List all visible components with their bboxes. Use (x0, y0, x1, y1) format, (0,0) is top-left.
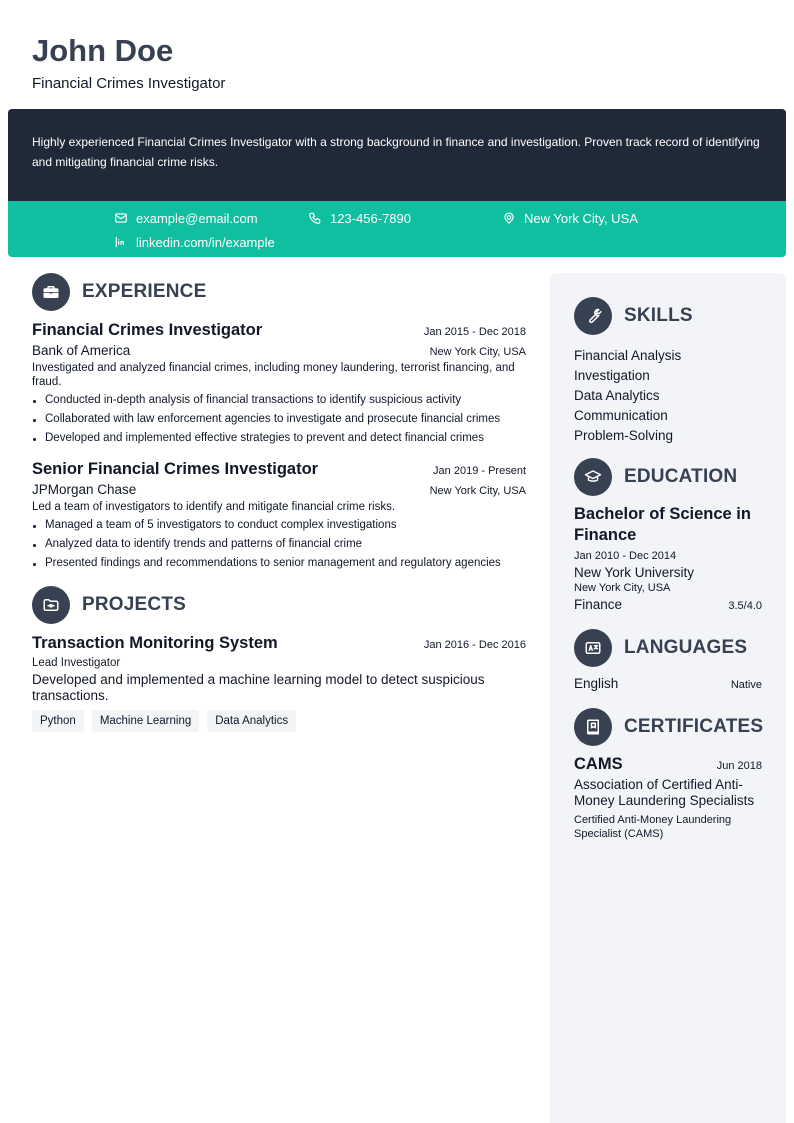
job-company: Bank of America (32, 343, 131, 358)
contact-location-text: New York City, USA (524, 210, 638, 226)
education-field: Finance (574, 597, 623, 612)
education-title: EDUCATION (624, 466, 738, 487)
job-bullets (32, 393, 526, 445)
job-entry (32, 460, 526, 570)
resume-header (0, 0, 794, 109)
summary-text: Highly experienced Financial Crimes Investigator with a strong background in finance and investigation. Proven track record of identifying and mitigating financial crime risks. (32, 135, 760, 169)
contact-phone[interactable] (308, 209, 411, 227)
job-bullet: Developed and implemented effective strategies to prevent and detect financial crimes (32, 431, 526, 445)
skill-item: Data Analytics (574, 388, 660, 403)
folder-icon (32, 586, 70, 624)
contact-band (8, 201, 786, 257)
wrench-icon (574, 297, 612, 335)
briefcase-icon (32, 273, 70, 311)
job-bullets (32, 518, 526, 570)
job-summary: Led a team of investigators to identify and mitigate financial crime risks. (32, 501, 396, 513)
linkedin-icon (114, 235, 128, 249)
candidate-name: John Doe (32, 33, 174, 68)
skill-item: Problem-Solving (574, 428, 674, 443)
contact-linkedin-text: linkedin.com/in/example (136, 234, 275, 250)
language-icon (574, 629, 612, 667)
job-title: Financial Crimes Investigator (32, 321, 263, 339)
education-degree: Bachelor of Science in Finance (574, 505, 751, 544)
contact-phone-text: 123-456-7890 (330, 210, 411, 226)
contact-linkedin[interactable] (114, 233, 275, 251)
certificate-name: CAMS (574, 755, 623, 773)
experience-heading (32, 273, 526, 311)
language-item (574, 676, 762, 691)
language-name: English (574, 676, 619, 691)
project-entry (32, 634, 526, 732)
job-bullet: Collaborated with law enforcement agencies to investigate and prosecute financial crimes (32, 412, 526, 426)
job-dates: Jan 2019 - Present (433, 465, 526, 477)
job-location: New York City, USA (429, 346, 526, 358)
contact-email[interactable] (114, 209, 258, 227)
education-dates: Jan 2010 - Dec 2014 (574, 550, 677, 562)
education-location: New York City, USA (574, 582, 671, 594)
project-role: Lead Investigator (32, 657, 121, 669)
project-tag: Data Analytics (207, 710, 296, 732)
language-level: Native (730, 679, 762, 691)
sidebar (550, 273, 786, 1123)
skill-item: Financial Analysis (574, 348, 682, 363)
job-location: New York City, USA (429, 485, 526, 497)
graduation-cap-icon (574, 458, 612, 496)
skills-heading (574, 297, 762, 335)
education-school: New York University (574, 565, 695, 580)
job-bullet: Presented findings and recommendations to senior management and regulatory agencies (32, 556, 526, 570)
contact-email-text: example@email.com (136, 210, 258, 226)
project-tag: Machine Learning (92, 710, 199, 732)
candidate-title: Financial Crimes Investigator (32, 75, 226, 92)
job-company: JPMorgan Chase (32, 482, 137, 497)
summary-band (8, 109, 786, 201)
certificates-heading (574, 708, 762, 746)
main-column (32, 273, 526, 732)
skills-list (574, 346, 762, 446)
education-heading (574, 458, 762, 496)
mail-icon (114, 211, 128, 225)
project-name: Transaction Monitoring System (32, 634, 278, 652)
project-tag: Python (32, 710, 84, 732)
certificate-icon (574, 708, 612, 746)
experience-title: EXPERIENCE (82, 281, 207, 302)
skills-title: SKILLS (624, 305, 693, 326)
project-description: Developed and implemented a machine learning model to detect suspicious transactions. (32, 672, 485, 703)
map-pin-icon (502, 211, 516, 225)
job-bullet: Conducted in-depth analysis of financial transactions to identify suspicious activity (32, 393, 526, 407)
certificate-issuer: Association of Certified Anti-Money Laundering Specialists (574, 777, 755, 808)
job-entry (32, 321, 526, 445)
education-gpa: 3.5/4.0 (728, 600, 762, 612)
job-summary: Investigated and analyzed financial crimes, including money laundering, terrorist financing, and fraud. (32, 362, 515, 388)
phone-icon (308, 211, 322, 225)
job-bullet: Analyzed data to identify trends and patterns of financial crime (32, 537, 526, 551)
projects-title: PROJECTS (82, 594, 187, 615)
contact-location (502, 209, 638, 227)
education-entry (574, 504, 762, 612)
project-tags (32, 710, 526, 732)
certificate-date: Jun 2018 (716, 760, 762, 772)
job-dates: Jan 2015 - Dec 2018 (423, 326, 526, 338)
languages-title: LANGUAGES (624, 637, 748, 658)
projects-heading (32, 586, 526, 624)
languages-heading (574, 629, 762, 667)
certificates-title: CERTIFICATES (624, 716, 764, 737)
certificate-entry (574, 755, 762, 841)
job-title: Senior Financial Crimes Investigator (32, 460, 319, 478)
certificate-description: Certified Anti-Money Laundering Specialist (CAMS) (574, 814, 732, 840)
skill-item: Communication (574, 408, 668, 423)
job-bullet: Managed a team of 5 investigators to conduct complex investigations (32, 518, 526, 532)
skill-item: Investigation (574, 368, 650, 383)
project-dates: Jan 2016 - Dec 2016 (423, 639, 526, 651)
